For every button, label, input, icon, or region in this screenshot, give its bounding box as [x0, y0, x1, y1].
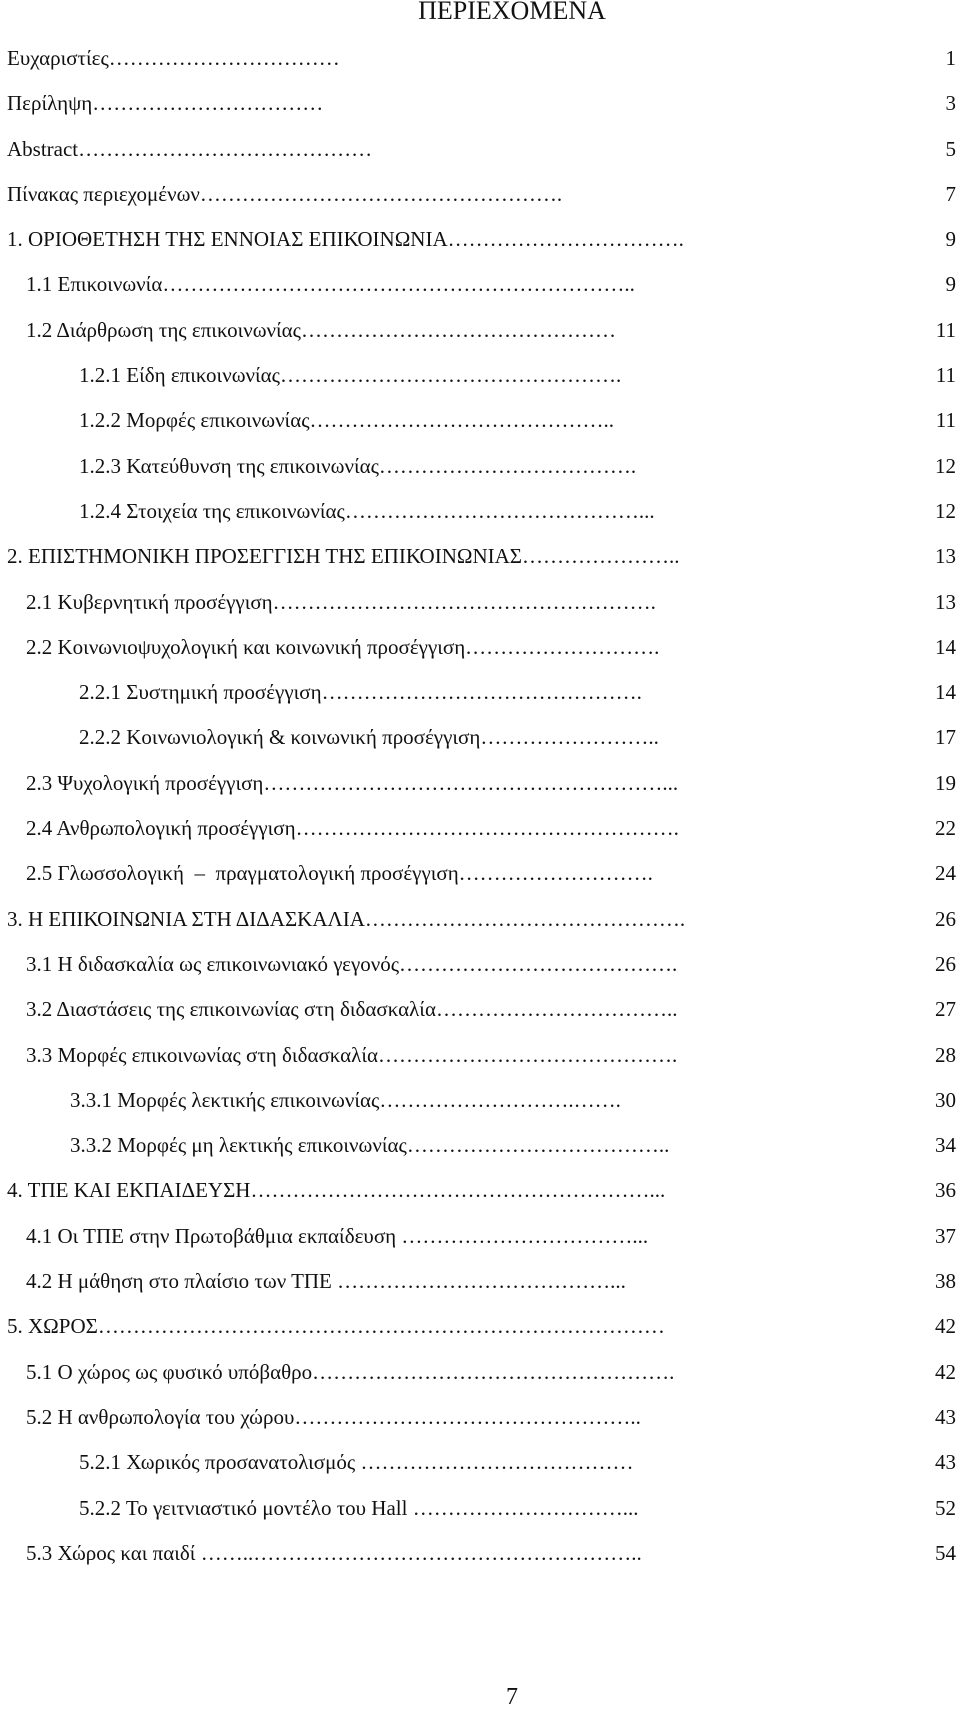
toc-entry-2-1: [0, 584, 960, 629]
toc-entry-label: 2.2 Κοινωνιοψυχολογική και κοινωνική προσέγγιση……………………….: [26, 634, 660, 659]
toc-entry-label: 4.1 Οι ΤΠΕ στην Πρωτοβάθμια εκπαίδευση ……………………………...: [26, 1223, 649, 1248]
toc-entry-abstract-greek: [0, 85, 960, 130]
toc-entry-page: 11: [935, 317, 956, 342]
toc-entry-label: 1.2.1 Είδη επικοινωνίας………………………………………….: [79, 363, 622, 388]
toc-entry-page: 43: [935, 1450, 956, 1475]
toc-entry-page: 52: [935, 1495, 956, 1520]
toc-entry-5-2: [0, 1399, 960, 1444]
toc-entry-5-2-2: [0, 1490, 960, 1535]
toc-entry-page: 13: [935, 544, 956, 569]
toc-entry-page: 9: [945, 272, 956, 297]
toc-entry-1-1: [0, 266, 960, 311]
toc-entry-5-3: [0, 1535, 960, 1580]
toc-entry-4-1: [0, 1218, 960, 1263]
toc-entry-label: 4. ΤΠΕ ΚΑΙ ΕΚΠΑΙΔΕΥΣΗ…………………………………………………...: [7, 1178, 666, 1203]
toc-entry-page: 38: [935, 1269, 956, 1294]
toc-entry-page: 7: [945, 181, 956, 206]
toc-entry-page: 24: [935, 861, 956, 886]
toc-entry-chapter-5: [0, 1308, 960, 1353]
toc-entry-label: 3. Η ΕΠΙΚΟΙΝΩΝΙΑ ΣΤΗ ΔΙΔΑΣΚΑΛΙΑ……………………………………….: [7, 906, 686, 931]
toc-entry-page: 26: [935, 951, 956, 976]
toc-entry-page: 26: [935, 906, 956, 931]
toc-entry-label: 2. ΕΠΙΣΤΗΜΟΝΙΚΗ ΠΡΟΣΕΓΓΙΣΗ ΤΗΣ ΕΠΙΚΟΙΝΩΝΙΑΣ…………………..: [7, 544, 680, 569]
toc-entry-label: 1.2.2 Μορφές επικοινωνίας……………………………………..: [79, 408, 615, 433]
toc-entry-3-3-1: [0, 1082, 960, 1127]
toc-entry-label: 3.1 Η διδασκαλία ως επικοινωνιακό γεγονός………………………………….: [26, 951, 678, 976]
toc-entry-label: 3.3.2 Μορφές μη λεκτικής επικοινωνίας………………………………..: [70, 1133, 670, 1158]
toc-entry-label: 1. ΟΡΙΟΘΕΤΗΣΗ ΤΗΣ ΕΝΝΟΙΑΣ ΕΠΙΚΟΙΝΩΝΙΑ…………………………….: [7, 227, 684, 252]
toc-entry-4-2: [0, 1263, 960, 1308]
toc-entry-label: Ευχαριστίες……………………………: [7, 46, 340, 70]
toc-entry-label: 3.2 Διαστάσεις της επικοινωνίας στη διδασκαλία……………………………..: [26, 997, 678, 1022]
toc-entry-1-2: [0, 312, 960, 357]
toc-entry-page: 19: [935, 770, 956, 795]
toc-entry-label: 1.1 Επικοινωνία…………………………………………………………..: [26, 272, 635, 297]
toc-entry-page: 42: [935, 1359, 956, 1384]
toc-entry-page: 17: [935, 725, 956, 750]
toc-entry-5-1: [0, 1354, 960, 1399]
toc-entry-page: 22: [935, 816, 956, 841]
toc-entry-label: Πίνακας περιεχομένων…………………………………………….: [7, 181, 563, 206]
toc-entry-page: 12: [935, 498, 956, 523]
toc-entry-label: 3.3.1 Μορφές λεκτικής επικοινωνίας……………………….…….: [70, 1087, 621, 1112]
toc-entry-page: 12: [935, 453, 956, 478]
toc-entry-label: 2.4 Ανθρωπολογική προσέγγιση……………………………………………….: [26, 816, 679, 841]
toc-entry-page: 14: [935, 634, 956, 659]
toc-entry-page: 30: [935, 1087, 956, 1112]
toc-entry-contents: [0, 176, 960, 221]
toc-entry-page: 9: [945, 227, 956, 252]
toc-entry-label: 4.2 Η μάθηση στο πλαίσιο των ΤΠΕ …………………………………...: [26, 1269, 626, 1294]
toc-entry-page: 11: [935, 363, 956, 388]
toc-entry-label: 2.5 Γλωσσολογική – πραγματολογική προσέγγιση……………………….: [26, 861, 653, 886]
toc-entry-2-3: [0, 765, 960, 810]
toc-entry-1-2-1: [0, 357, 960, 402]
toc-entry-label: 5.2 Η ανθρωπολογία του χώρου…………………………………………..: [26, 1404, 641, 1429]
toc-entry-label: 1.2.3 Κατεύθυνση της επικοινωνίας……………………………….: [79, 453, 637, 478]
toc-entry-5-2-1: [0, 1444, 960, 1489]
toc-entry-1-2-2: [0, 402, 960, 447]
toc-entry-1-2-4: [0, 493, 960, 538]
toc-entry-label: 1.2.4 Στοιχεία της επικοινωνίας……………………………………...: [79, 498, 655, 523]
toc-entry-2-2: [0, 629, 960, 674]
toc-entry-2-5: [0, 855, 960, 900]
toc-entry-page: 28: [935, 1042, 956, 1067]
toc-entry-label: Περίληψη……………………………: [7, 91, 324, 116]
toc-entry-label: 5. ΧΩΡΟΣ………………………………………………………………………: [7, 1314, 665, 1339]
page-number: 7: [506, 1684, 518, 1710]
toc-entry-3-1: [0, 946, 960, 991]
toc-entry-page: 3: [945, 91, 956, 116]
toc-entry-page: 27: [935, 997, 956, 1022]
toc-entry-page: 37: [935, 1223, 956, 1248]
toc-entry-chapter-2: [0, 538, 960, 583]
toc-entry-3-2: [0, 991, 960, 1036]
toc-entry-2-4: [0, 810, 960, 855]
toc-entry-acknowledgements: [0, 40, 960, 85]
toc-entry-label: 2.2.2 Κοινωνιολογική & κοινωνική προσέγγιση……………………..: [79, 725, 659, 750]
toc-entry-label: 2.3 Ψυχολογική προσέγγιση…………………………………………………...: [26, 770, 679, 795]
toc-entry-page: 5: [945, 136, 956, 161]
toc-entry-page: 11: [935, 408, 956, 433]
toc-entry-3-3-2: [0, 1127, 960, 1172]
toc-entry-chapter-3: [0, 901, 960, 946]
toc-entry-page: 1: [945, 46, 956, 70]
toc-entry-page: 42: [935, 1314, 956, 1339]
toc-entry-label: 1.2 Διάρθρωση της επικοινωνίας………………………………………: [26, 317, 616, 342]
toc-entry-3-3: [0, 1037, 960, 1082]
toc-entry-1-2-3: [0, 448, 960, 493]
toc-entry-chapter-1: [0, 221, 960, 266]
toc-entry-page: 13: [935, 589, 956, 614]
toc-entry-chapter-4: [0, 1172, 960, 1217]
toc-entry-page: 54: [935, 1540, 956, 1565]
page-title: ΠΕΡΙΕΧΟΜΕΝΑ: [418, 0, 606, 25]
toc-entry-label: 5.2.2 Το γειτνιαστικό μοντέλο του Hall …………………………...: [79, 1495, 639, 1520]
table-of-contents: [0, 40, 960, 1580]
toc-entry-page: 43: [935, 1404, 956, 1429]
toc-entry-page: 14: [935, 680, 956, 705]
toc-entry-label: 2.2.1 Συστημική προσέγγιση……………………………………….: [79, 680, 642, 705]
toc-entry-label: 3.3 Μορφές επικοινωνίας στη διδασκαλία…………………………………….: [26, 1042, 678, 1067]
toc-entry-label: 5.2.1 Χωρικός προσανατολισμός …………………………………: [79, 1450, 634, 1475]
toc-entry-label: 2.1 Κυβερνητική προσέγγιση……………………………………………….: [26, 589, 656, 614]
toc-entry-label: 5.3 Χώρος και παιδί ……..………………………………………………..: [26, 1540, 642, 1565]
toc-entry-page: 34: [935, 1133, 956, 1158]
toc-entry-label: 5.1 Ο χώρος ως φυσικό υπόβαθρο…………………………………………….: [26, 1359, 675, 1384]
toc-entry-abstract: [0, 131, 960, 176]
toc-entry-2-2-2: [0, 719, 960, 764]
toc-entry-page: 36: [935, 1178, 956, 1203]
toc-entry-2-2-1: [0, 674, 960, 719]
toc-entry-label: Abstract……………………………………: [7, 136, 373, 161]
